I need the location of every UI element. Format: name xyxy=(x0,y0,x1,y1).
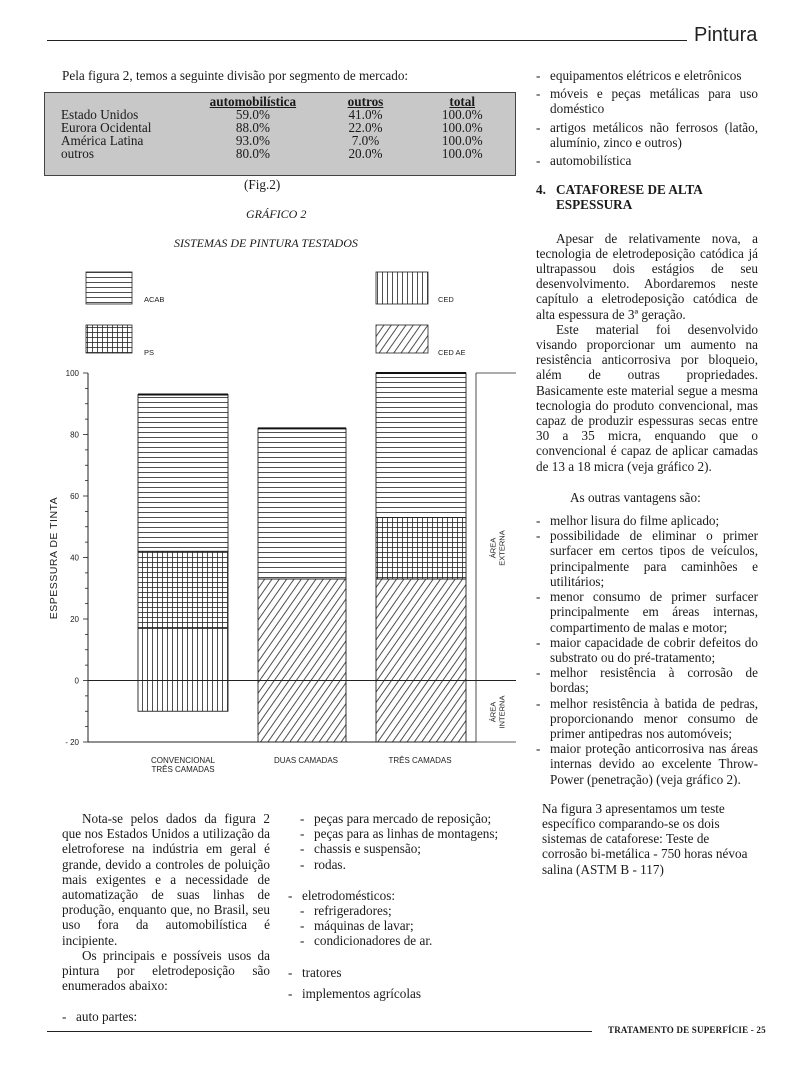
footer-text: TRATAMENTO DE SUPERFÍCIE - 25 xyxy=(608,1025,766,1035)
legend-swatch-ps xyxy=(86,325,132,353)
list-item: - maior capacidade de cobrir defeitos do substrato ou do pré-tratamento; xyxy=(536,635,758,665)
list-item: - automobilística xyxy=(536,153,758,168)
table-cell: 41.0% xyxy=(348,107,383,122)
mid-list-1 xyxy=(300,811,512,872)
list-item: - auto partes: xyxy=(62,1009,270,1024)
bar-segment-ced-ae xyxy=(376,579,466,742)
y-tick-label: 100 xyxy=(65,369,79,378)
table-header-cell: automobilística xyxy=(209,94,297,109)
legend-label-ced-ae: CED AE xyxy=(438,348,466,357)
table-cell: 93.0% xyxy=(235,133,270,148)
x-category-label: TRÊS CAMADAS xyxy=(151,765,215,774)
table-cell: outros xyxy=(61,146,94,161)
table-cell: 88.0% xyxy=(235,120,270,135)
list-item: - refrigeradores; xyxy=(300,903,512,918)
list-item: - menor consumo de primer surfacer principalmente em áreas internas, compartimento de malas e motor; xyxy=(536,589,758,635)
table-cell: 7.0% xyxy=(351,133,380,148)
table-header-cell: outros xyxy=(347,94,384,109)
table-cell: 100.0% xyxy=(441,120,483,135)
mid-list-3 xyxy=(288,965,512,1001)
y-tick-label: - 20 xyxy=(65,738,79,747)
table-cell: Estado Unidos xyxy=(61,107,139,122)
table-cell: 100.0% xyxy=(441,146,483,161)
table-cell: 22.0% xyxy=(348,120,383,135)
right-column xyxy=(536,68,758,877)
legend-swatch-ced-ae xyxy=(376,325,428,353)
y-tick-label: 0 xyxy=(74,676,79,686)
area-label-interna xyxy=(489,696,507,729)
table-cell: 100.0% xyxy=(441,133,483,148)
bar-segment-ps xyxy=(138,551,228,628)
right-top-list xyxy=(536,68,758,168)
list-item: - rodas. xyxy=(300,857,512,872)
list-item: - eletrodomésticos: xyxy=(288,888,512,903)
list-item: - melhor resistência à batida de pedras, proporcionando menor consumo de primer antipedras nos automóveis; xyxy=(536,696,758,742)
header-rule xyxy=(47,40,687,41)
right-paragraph-4: Na figura 3 apresentamos um teste específico comparando-se os dois sistemas de cataforese: Teste de corrosão bi-metálica - 750 horas névoa salina (ASTM B - 117) xyxy=(542,800,748,877)
market-table-box xyxy=(44,92,516,176)
section-number: 4. xyxy=(536,182,546,198)
list-item: - peças para mercado de reposição; xyxy=(300,811,512,826)
area-label-externa xyxy=(489,530,507,565)
bar-segment-ced-ae xyxy=(258,579,346,742)
list-item: - chassis e suspensão; xyxy=(300,841,512,856)
list-item: - maior proteção anticorrosiva nas áreas internas devido ao excelente Throw-Power (penetração) (veja gráfico 2). xyxy=(536,741,758,787)
bar-segment-acab xyxy=(138,395,228,552)
table-cell: Eurora Ocidental xyxy=(61,120,152,135)
y-tick-label: 20 xyxy=(70,615,79,624)
legend-label-ced: CED xyxy=(438,295,454,304)
left-list xyxy=(62,1009,270,1024)
y-axis-title: ESPESSURA DE TINTA xyxy=(48,496,60,620)
list-item: - melhor lisura do filme aplicado; xyxy=(536,513,758,528)
middle-column xyxy=(300,811,512,1001)
x-category-label: TRÊS CAMADAS xyxy=(388,756,452,765)
left-column xyxy=(62,811,270,1025)
right-paragraph-1: Apesar de relativamente nova, a tecnologia de eletrodeposição catódica já ultrapassou dois estágios de seu desenvolvimento. Abordaremos neste capítulo a eletrodeposição catódica de alta espessura de 3ª geração. xyxy=(536,230,758,322)
table-caption: (Fig.2) xyxy=(244,177,281,192)
figure-label: GRÁFICO 2 xyxy=(246,207,307,221)
legend-swatch-acab xyxy=(86,272,132,304)
market-table xyxy=(57,95,513,160)
y-tick-label: 40 xyxy=(70,553,79,563)
list-item: - condicionadores de ar. xyxy=(300,933,512,948)
list-item: - móveis e peças metálicas para uso doméstico xyxy=(536,86,758,116)
y-tick-label: 60 xyxy=(70,492,79,501)
list-item: - artigos metálicos não ferrosos (latão, alumínio, zinco e outros) xyxy=(536,120,758,150)
area-label-word: ÁREA xyxy=(488,537,498,559)
list-item: - máquinas de lavar; xyxy=(300,918,512,933)
x-category-label: DUAS CAMADAS xyxy=(273,756,339,765)
area-label-word: EXTERNA xyxy=(497,530,507,566)
list-item: - peças para as linhas de montagens; xyxy=(300,826,512,841)
area-label-word: INTERNA xyxy=(497,695,507,729)
intro-text: Pela figura 2, temos a seguinte divisão por segmento de mercado: xyxy=(62,68,409,83)
advantages-list xyxy=(536,513,758,787)
bar-segment-ced xyxy=(138,628,228,711)
right-paragraph-2: Este material foi desenvolvido visando proporcionar um aumento na resistência anticorrosiva por bloqueio, além de outras propriedades. Basicamente este material segue a mesma tecnologia do produto convencional, mas capaz de produzir espessuras secas entre 30 a 35 micra, enquando que o convencional é capaz de aplicar camadas de 13 a 18 micra (veja gráfico 2). xyxy=(536,321,758,474)
legend-label-ps: PS xyxy=(144,348,155,357)
list-item: - possibilidade de eliminar o primer surfacer em certos tipos de veículos, principalmente para caminhões e utilitários; xyxy=(536,528,758,589)
list-item: - implementos agrícolas xyxy=(288,986,512,1001)
table-cell: América Latina xyxy=(61,133,144,148)
header-section-title: Pintura xyxy=(694,24,758,46)
table-header-cell: total xyxy=(449,94,476,109)
left-paragraph-2: Os principais e possíveis usos da pintura por eletrodeposição são enumerados abaixo: xyxy=(62,947,270,994)
legend-label-acab: ACAB xyxy=(144,295,165,304)
list-item: - equipamentos elétricos e eletrônicos xyxy=(536,68,758,83)
mid-list-2 xyxy=(300,903,512,949)
section-title: CATAFORESE DE ALTA ESPESSURA xyxy=(556,182,703,213)
table-row xyxy=(57,147,513,160)
table-cell: 100.0% xyxy=(441,107,483,122)
mid-list-eletro xyxy=(288,888,512,903)
right-paragraph-3: As outras vantagens são: xyxy=(570,489,701,505)
bar-segment-ps xyxy=(376,518,466,580)
list-item: - melhor resistência à corrosão de bordas; xyxy=(536,665,758,695)
left-paragraph-1: Nota-se pelos dados da figura 2 que nos Estados Unidos a utilização da eletroforese na indústria em geral é grande, devido a controles de poluição mais exigentes e a necessidade de automatização de suas linhas de produção, enquanto que, no Brasil, seu uso fora da automobilística é incipiente. xyxy=(62,811,270,948)
list-item: - tratores xyxy=(288,965,512,980)
chart xyxy=(30,262,520,782)
table-cell: 20.0% xyxy=(348,146,383,161)
area-label-word: ÁREA xyxy=(488,701,498,723)
bar-segment-acab xyxy=(258,428,346,579)
legend-swatch-ced xyxy=(376,272,428,304)
bar-segment-acab xyxy=(376,373,466,518)
footer-rule xyxy=(47,1031,592,1032)
y-tick-label: 80 xyxy=(70,430,79,440)
x-category-label: CONVENCIONAL xyxy=(150,756,216,765)
section-heading xyxy=(536,182,758,212)
figure-title: SISTEMAS DE PINTURA TESTADOS xyxy=(174,236,358,250)
table-cell: 80.0% xyxy=(235,146,270,161)
table-cell: 59.0% xyxy=(235,107,270,122)
